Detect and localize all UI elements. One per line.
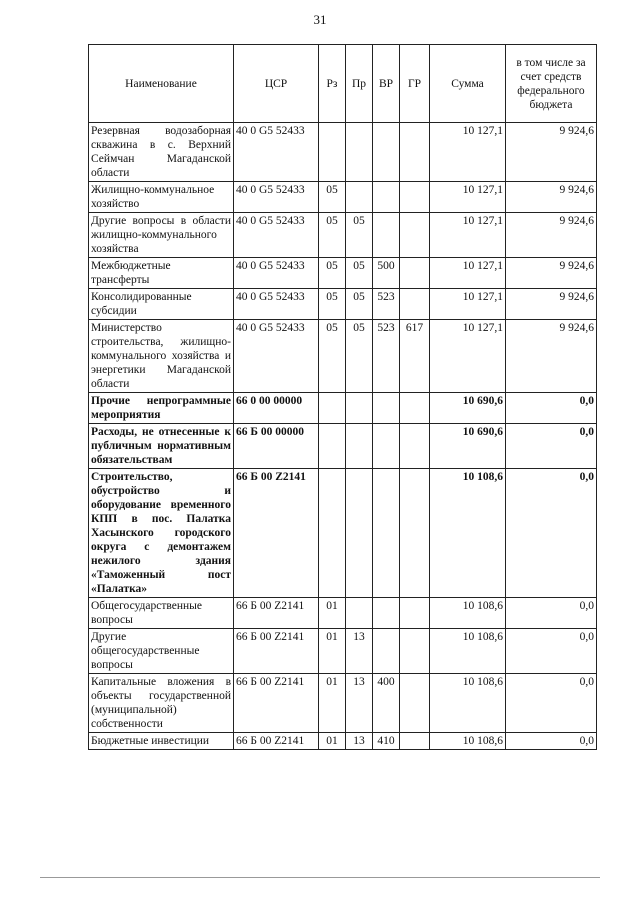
cell-csr: 40 0 G5 52433 xyxy=(234,182,319,213)
cell-federal: 9 924,6 xyxy=(506,320,597,393)
table-row xyxy=(89,629,597,674)
cell-federal: 0,0 xyxy=(506,393,597,424)
cell-federal: 0,0 xyxy=(506,469,597,598)
cell-pr xyxy=(346,598,373,629)
cell-csr: 66 Б 00 Z2141 xyxy=(234,598,319,629)
cell-rz xyxy=(319,123,346,182)
budget-table xyxy=(88,44,597,750)
cell-pr: 05 xyxy=(346,320,373,393)
table-row xyxy=(89,213,597,258)
cell-pr: 13 xyxy=(346,629,373,674)
cell-name: Другие вопросы в области жилищно-коммунального хозяйства xyxy=(89,213,234,258)
cell-csr: 66 0 00 00000 xyxy=(234,393,319,424)
cell-rz xyxy=(319,424,346,469)
header-csr: ЦСР xyxy=(234,45,319,123)
cell-vr xyxy=(373,123,400,182)
table-row xyxy=(89,424,597,469)
cell-sum: 10 108,6 xyxy=(430,598,506,629)
cell-name: Министерство строительства, жилищно-коммунального хозяйства и энергетики Магаданской области xyxy=(89,320,234,393)
cell-rz: 05 xyxy=(319,182,346,213)
header-name: Наименование xyxy=(89,45,234,123)
cell-federal: 9 924,6 xyxy=(506,123,597,182)
cell-sum: 10 690,6 xyxy=(430,393,506,424)
header-pr: Пр xyxy=(346,45,373,123)
cell-sum: 10 108,6 xyxy=(430,733,506,750)
cell-name: Резервная водозаборная скважина в с. Верхний Сеймчан Магаданской области xyxy=(89,123,234,182)
cell-rz xyxy=(319,393,346,424)
cell-vr xyxy=(373,629,400,674)
cell-rz: 01 xyxy=(319,598,346,629)
cell-sum: 10 127,1 xyxy=(430,182,506,213)
cell-sum: 10 108,6 xyxy=(430,674,506,733)
cell-federal: 9 924,6 xyxy=(506,289,597,320)
cell-federal: 0,0 xyxy=(506,674,597,733)
cell-pr: 13 xyxy=(346,733,373,750)
cell-gr xyxy=(400,424,430,469)
cell-vr xyxy=(373,393,400,424)
cell-federal: 0,0 xyxy=(506,733,597,750)
cell-csr: 66 Б 00 Z2141 xyxy=(234,733,319,750)
table-row xyxy=(89,469,597,598)
cell-pr xyxy=(346,393,373,424)
page-number: 31 xyxy=(313,12,327,27)
cell-name: Общегосударственные вопросы xyxy=(89,598,234,629)
cell-csr: 40 0 G5 52433 xyxy=(234,289,319,320)
cell-pr xyxy=(346,123,373,182)
cell-gr xyxy=(400,598,430,629)
cell-vr xyxy=(373,182,400,213)
cell-sum: 10 127,1 xyxy=(430,320,506,393)
cell-federal: 0,0 xyxy=(506,598,597,629)
cell-rz: 05 xyxy=(319,213,346,258)
cell-gr: 617 xyxy=(400,320,430,393)
cell-csr: 66 Б 00 Z2141 xyxy=(234,629,319,674)
cell-csr: 66 Б 00 Z2141 xyxy=(234,674,319,733)
cell-name: Другие общегосударственные вопросы xyxy=(89,629,234,674)
cell-pr xyxy=(346,424,373,469)
header-gr: ГР xyxy=(400,45,430,123)
cell-vr: 523 xyxy=(373,320,400,393)
cell-pr: 05 xyxy=(346,258,373,289)
cell-csr: 40 0 G5 52433 xyxy=(234,213,319,258)
cell-rz: 05 xyxy=(319,258,346,289)
cell-pr: 13 xyxy=(346,674,373,733)
table-header-row xyxy=(89,45,597,123)
cell-csr: 40 0 G5 52433 xyxy=(234,123,319,182)
cell-vr: 400 xyxy=(373,674,400,733)
cell-name: Консолидированные субсидии xyxy=(89,289,234,320)
cell-federal: 9 924,6 xyxy=(506,182,597,213)
cell-rz: 01 xyxy=(319,674,346,733)
cell-name: Межбюджетные трансферты xyxy=(89,258,234,289)
cell-federal: 9 924,6 xyxy=(506,213,597,258)
page-bottom-rule xyxy=(40,877,600,878)
cell-gr xyxy=(400,733,430,750)
table-row xyxy=(89,674,597,733)
cell-pr xyxy=(346,182,373,213)
cell-gr xyxy=(400,213,430,258)
cell-gr xyxy=(400,289,430,320)
cell-gr xyxy=(400,674,430,733)
table-row xyxy=(89,393,597,424)
cell-vr: 410 xyxy=(373,733,400,750)
header-sum: Сумма xyxy=(430,45,506,123)
table-row xyxy=(89,733,597,750)
cell-rz: 01 xyxy=(319,733,346,750)
cell-rz xyxy=(319,469,346,598)
cell-vr: 500 xyxy=(373,258,400,289)
table-row xyxy=(89,182,597,213)
cell-rz: 01 xyxy=(319,629,346,674)
cell-gr xyxy=(400,123,430,182)
table-row xyxy=(89,123,597,182)
cell-vr xyxy=(373,424,400,469)
cell-name: Бюджетные инвестиции xyxy=(89,733,234,750)
cell-vr xyxy=(373,469,400,598)
cell-gr xyxy=(400,629,430,674)
cell-csr: 40 0 G5 52433 xyxy=(234,320,319,393)
cell-gr xyxy=(400,393,430,424)
cell-csr: 66 Б 00 Z2141 xyxy=(234,469,319,598)
cell-pr: 05 xyxy=(346,213,373,258)
cell-federal: 0,0 xyxy=(506,629,597,674)
cell-pr xyxy=(346,469,373,598)
cell-sum: 10 127,1 xyxy=(430,123,506,182)
cell-federal: 0,0 xyxy=(506,424,597,469)
table-row xyxy=(89,289,597,320)
cell-vr: 523 xyxy=(373,289,400,320)
cell-csr: 40 0 G5 52433 xyxy=(234,258,319,289)
cell-sum: 10 108,6 xyxy=(430,469,506,598)
cell-gr xyxy=(400,258,430,289)
cell-vr xyxy=(373,598,400,629)
cell-name: Прочие непрограммные мероприятия xyxy=(89,393,234,424)
header-rz: Рз xyxy=(319,45,346,123)
header-federal: в том числе за счет средств федерального бюджета xyxy=(506,45,597,123)
header-vr: ВР xyxy=(373,45,400,123)
cell-gr xyxy=(400,469,430,598)
table-row xyxy=(89,258,597,289)
cell-csr: 66 Б 00 00000 xyxy=(234,424,319,469)
cell-name: Расходы, не отнесенные к публичным нормативным обязательствам xyxy=(89,424,234,469)
cell-pr: 05 xyxy=(346,289,373,320)
table-row xyxy=(89,320,597,393)
cell-sum: 10 127,1 xyxy=(430,289,506,320)
cell-name: Жилищно-коммунальное хозяйство xyxy=(89,182,234,213)
table-row xyxy=(89,598,597,629)
cell-sum: 10 690,6 xyxy=(430,424,506,469)
cell-federal: 9 924,6 xyxy=(506,258,597,289)
cell-gr xyxy=(400,182,430,213)
cell-sum: 10 108,6 xyxy=(430,629,506,674)
cell-rz: 05 xyxy=(319,289,346,320)
cell-name: Капитальные вложения в объекты государственной (муниципальной) собственности xyxy=(89,674,234,733)
cell-vr xyxy=(373,213,400,258)
cell-name: Строительство, обустройство и оборудование временного КПП в пос. Палатка Хасынского городского округа с демонтажем нежилого здания «Таможенный пост «Палатка» xyxy=(89,469,234,598)
cell-sum: 10 127,1 xyxy=(430,213,506,258)
cell-rz: 05 xyxy=(319,320,346,393)
cell-sum: 10 127,1 xyxy=(430,258,506,289)
